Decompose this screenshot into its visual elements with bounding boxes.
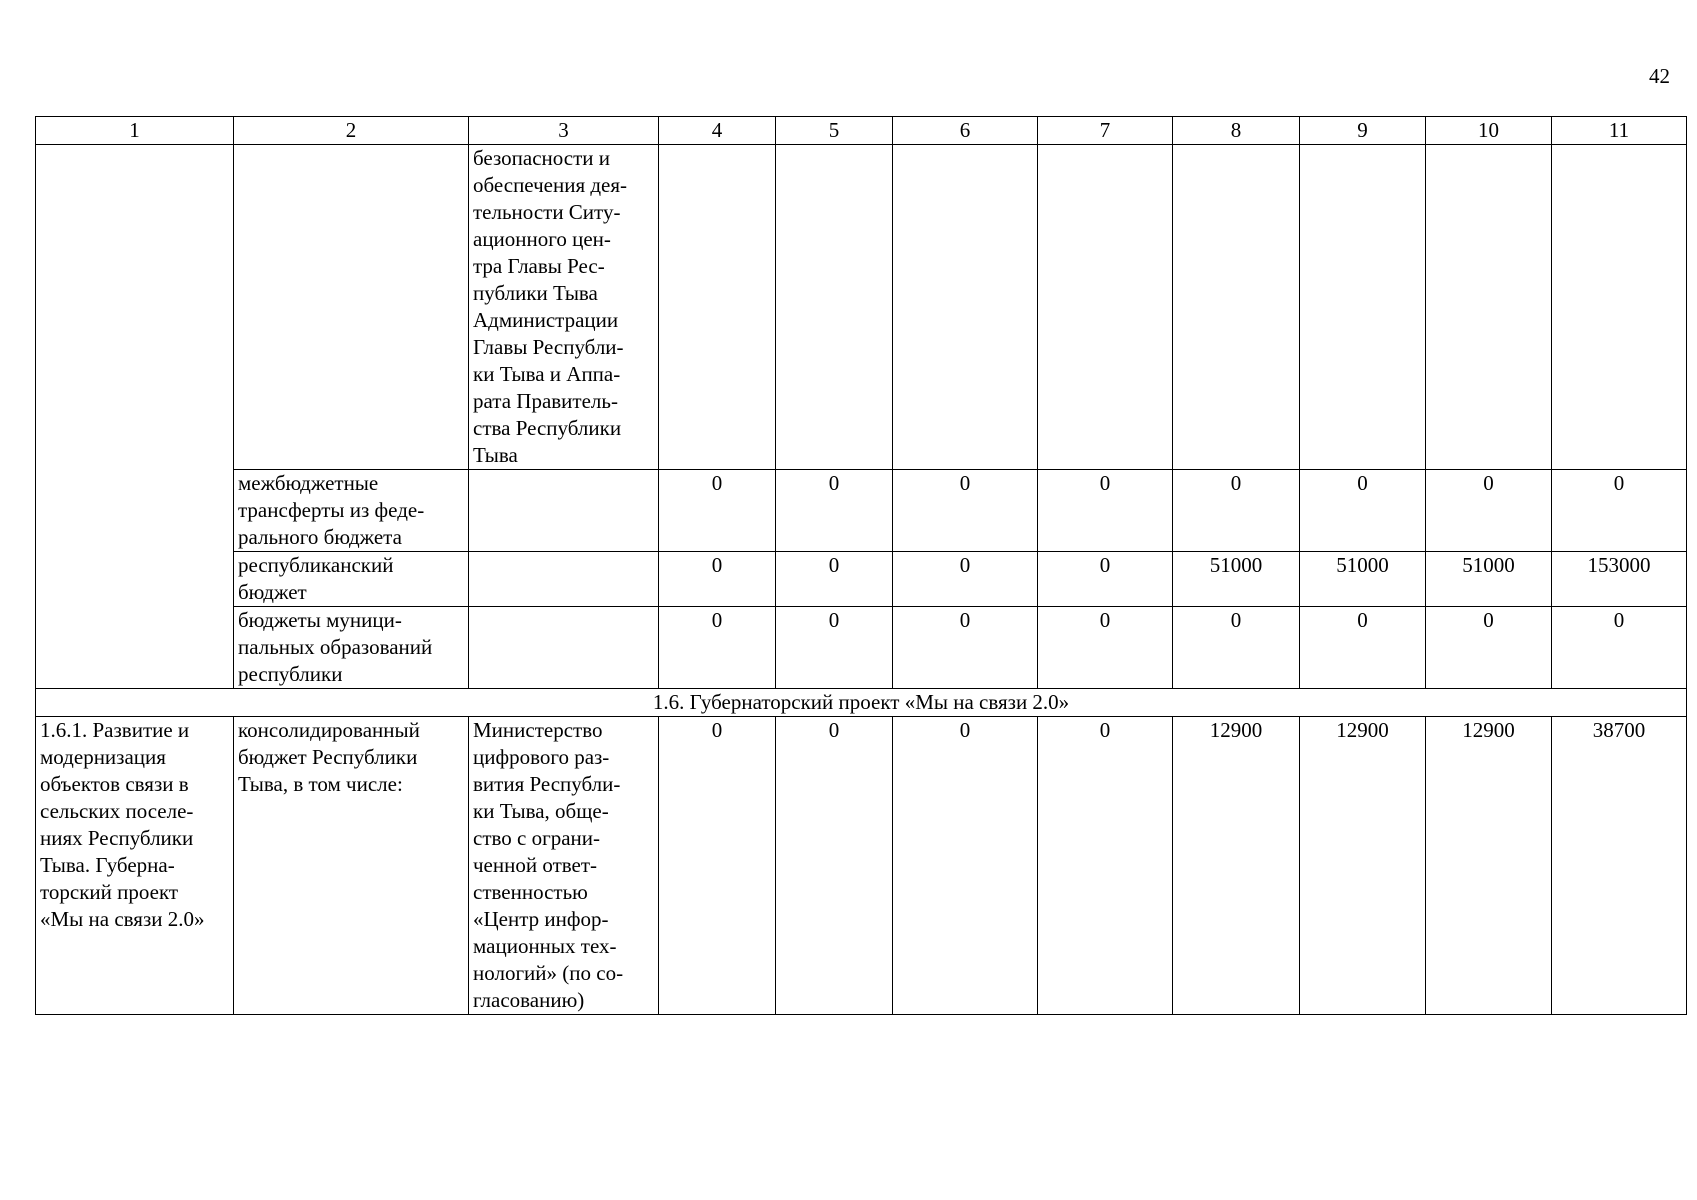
value-cell: 0 (776, 552, 893, 607)
funding-source-cell: межбюджетные трансферты из феде- рального бюджета (234, 470, 469, 552)
executor-cell: Министерство цифрового раз- вития Республи- ки Тыва, обще- ство с ограни- ченной ответ- ственностью «Центр инфор- мационных тех- нологий» (по со- гласованию) (469, 717, 659, 1015)
column-header: 4 (659, 117, 776, 145)
table-cell (1300, 145, 1426, 470)
value-cell: 0 (1038, 552, 1173, 607)
value-cell: 0 (1552, 470, 1687, 552)
column-header: 2 (234, 117, 469, 145)
value-cell: 51000 (1173, 552, 1300, 607)
column-header: 1 (36, 117, 234, 145)
column-header: 7 (1038, 117, 1173, 145)
table-cell (36, 145, 234, 689)
value-cell: 0 (776, 607, 893, 689)
column-header: 5 (776, 117, 893, 145)
column-header: 3 (469, 117, 659, 145)
value-cell: 0 (659, 607, 776, 689)
value-cell: 0 (659, 717, 776, 1015)
value-cell: 0 (1300, 470, 1426, 552)
value-cell: 0 (1300, 607, 1426, 689)
table-row (36, 552, 1687, 607)
column-header: 11 (1552, 117, 1687, 145)
table-row (36, 145, 1687, 470)
section-row (36, 689, 1687, 717)
value-cell: 0 (1038, 470, 1173, 552)
table-cell (1426, 145, 1552, 470)
column-header: 8 (1173, 117, 1300, 145)
value-cell: 0 (659, 552, 776, 607)
table-cell (469, 607, 659, 689)
table-row (36, 470, 1687, 552)
executor-cell: безопасности и обеспечения дея- тельности Ситу- ационного цен- тра Главы Рес- публики Тыва Администрации Главы Республи- ки Тыва и Аппа- рата Правитель- ства Республики Тыва (469, 145, 659, 470)
value-cell: 0 (1038, 607, 1173, 689)
value-cell: 0 (893, 717, 1038, 1015)
table-cell (469, 552, 659, 607)
value-cell: 0 (776, 470, 893, 552)
funding-source-cell: бюджеты муници- пальных образований республики (234, 607, 469, 689)
column-header: 6 (893, 117, 1038, 145)
table-row (36, 607, 1687, 689)
table-row (36, 717, 1687, 1015)
value-cell: 153000 (1552, 552, 1687, 607)
value-cell: 12900 (1173, 717, 1300, 1015)
value-cell: 0 (1173, 607, 1300, 689)
funding-source-cell: республиканский бюджет (234, 552, 469, 607)
column-header: 9 (1300, 117, 1426, 145)
value-cell: 51000 (1426, 552, 1552, 607)
table-cell (893, 145, 1038, 470)
activity-cell: 1.6.1. Развитие и модернизация объектов связи в сельских поселе- ниях Республики Тыва. Губерна- торский проект «Мы на связи 2.0» (36, 717, 234, 1015)
section-title: 1.6. Губернаторский проект «Мы на связи 2.0» (36, 689, 1687, 717)
value-cell: 0 (1173, 470, 1300, 552)
value-cell: 0 (776, 717, 893, 1015)
value-cell: 0 (659, 470, 776, 552)
value-cell: 0 (893, 607, 1038, 689)
value-cell: 38700 (1552, 717, 1687, 1015)
page-number: 42 (1649, 64, 1670, 88)
table-cell (469, 470, 659, 552)
value-cell: 0 (1426, 607, 1552, 689)
value-cell: 0 (1038, 717, 1173, 1015)
table-cell (776, 145, 893, 470)
table-cell (1552, 145, 1687, 470)
table-cell (659, 145, 776, 470)
value-cell: 12900 (1300, 717, 1426, 1015)
column-header: 10 (1426, 117, 1552, 145)
table-cell (1038, 145, 1173, 470)
value-cell: 0 (1552, 607, 1687, 689)
value-cell: 12900 (1426, 717, 1552, 1015)
column-header-row (36, 117, 1687, 145)
funding-source-cell: консолидированный бюджет Республики Тыва, в том числе: (234, 717, 469, 1015)
value-cell: 0 (893, 552, 1038, 607)
table-cell (1173, 145, 1300, 470)
value-cell: 51000 (1300, 552, 1426, 607)
table-cell (234, 145, 469, 470)
value-cell: 0 (893, 470, 1038, 552)
value-cell: 0 (1426, 470, 1552, 552)
budget-table (35, 116, 1687, 1015)
